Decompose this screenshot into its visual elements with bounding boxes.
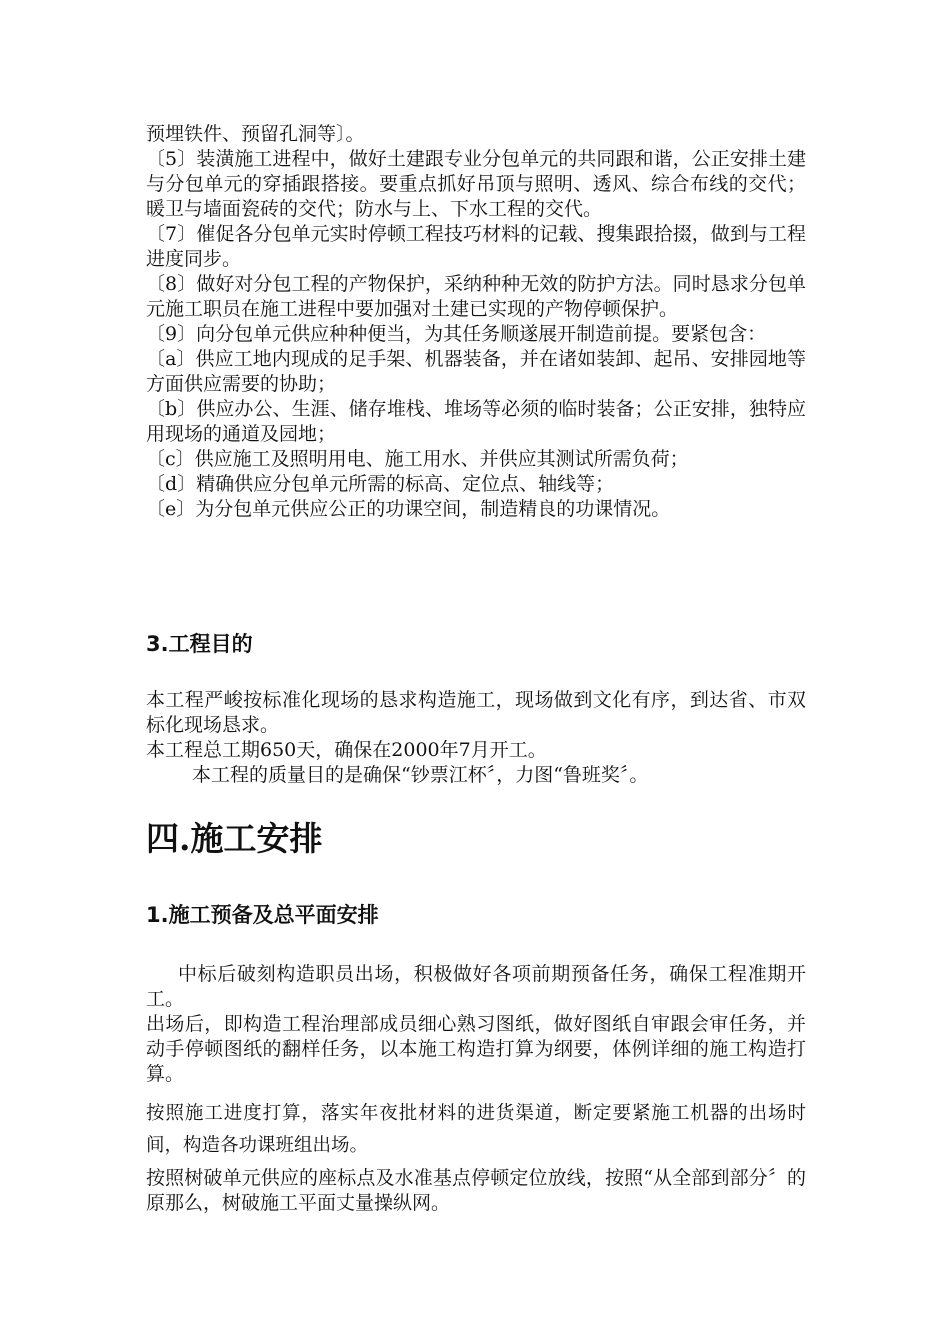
paragraph-after-winning-bid: 中标后破刻构造职员出场，积极做好各项前期预备任务，确保工程准期开工。 (146, 963, 806, 1010)
paragraph-drawing-review: 出场后，即构造工程治理部成员细心熟习图纸，做好图纸自审跟会审任务，并动手停顿图纸的翻样任务，以本施工构造打算为纲要，体例详细的施工构造打算。 (146, 1013, 806, 1085)
paragraph-item-b: 〔b〕供应办公、生涯、储存堆栈、堆场等必须的临时装备；公正安排，独特应用现场的通道及园地； (146, 398, 806, 445)
paragraph-item-a: 〔a〕供应工地内现成的足手架、机器装备，并在诸如装卸、起吊、安排园地等方面供应需要的协助； (146, 348, 806, 395)
survey-block (146, 1166, 806, 1216)
coordination-list (146, 122, 806, 522)
section-heading-project-goals: 3.工程目的 (146, 632, 253, 656)
project-goals-block (146, 688, 806, 788)
paragraph-embedded-parts: 预埋铁件、预留孔洞等〕。 (146, 123, 365, 145)
paragraph-item-9: 〔9〕向分包单元供应种种便当，为其任务顺遂展开制造前提。要紧包含： (146, 323, 767, 345)
paragraph-item-e: 〔e〕为分包单元供应公正的功课空间，制造精良的功课情况。 (146, 498, 671, 520)
section-3-heading-wrap (146, 630, 806, 658)
section-4-1-heading-wrap (146, 901, 806, 929)
paragraph-survey-control-network: 按照树破单元供应的座标点及水准基点停顿定位放线，按照“从全部到部分〞的原那么，树破施工平面丈量操纵网。 (146, 1167, 806, 1214)
paragraph-item-5: 〔5〕装潢施工进程中，做好土建跟专业分包单元的共同跟和谐，公正安排土建与分包单元的穿插跟搭接。要重点抓好吊顶与照明、透风、综合布线的交代；暖卫与墙面瓷砖的交代；防水与上、下水工程的交代。 (146, 148, 806, 220)
preparation-block (146, 962, 806, 1087)
chapter-heading-construction-arrangement: 四.施工安排 (146, 819, 323, 858)
materials-block (146, 1098, 806, 1162)
paragraph-quality-goal: 本工程的质量目的是确保“钞票江杯〞，力图“鲁班奖〞。 (192, 764, 649, 786)
chapter-4-heading-wrap (146, 818, 806, 860)
paragraph-item-c: 〔c〕供应施工及照明用电、施工用水、并供应其测试所需负荷； (146, 448, 689, 470)
paragraph-item-d: 〔d〕精确供应分包单元所需的标高、定位点、轴线等； (146, 473, 615, 495)
section-heading-preparation-layout: 1.施工预备及总平面安排 (146, 903, 379, 927)
paragraph-material-channels: 按照施工进度打算，落实年夜批材料的进货渠道，断定要紧施工机器的出场时间，构造各功课班组出场。 (146, 1103, 806, 1156)
paragraph-duration: 本工程总工期650天，确保在2000年7月开工。 (146, 739, 547, 761)
paragraph-item-7: 〔7〕催促各分包单元实时停顿工程技巧材料的记载、搜集跟拾掇，做到与工程进度同步。 (146, 223, 806, 270)
paragraph-item-8: 〔8〕做好对分包工程的产物保护，采纳种种无效的防护方法。同时恳求分包单元施工职员在施工进程中要加强对土建已实现的产物停顿保护。 (146, 273, 806, 320)
paragraph-standardization: 本工程严峻按标准化现场的恳求构造施工，现场做到文化有序，到达省、市双标化现场恳求。 (146, 689, 806, 736)
